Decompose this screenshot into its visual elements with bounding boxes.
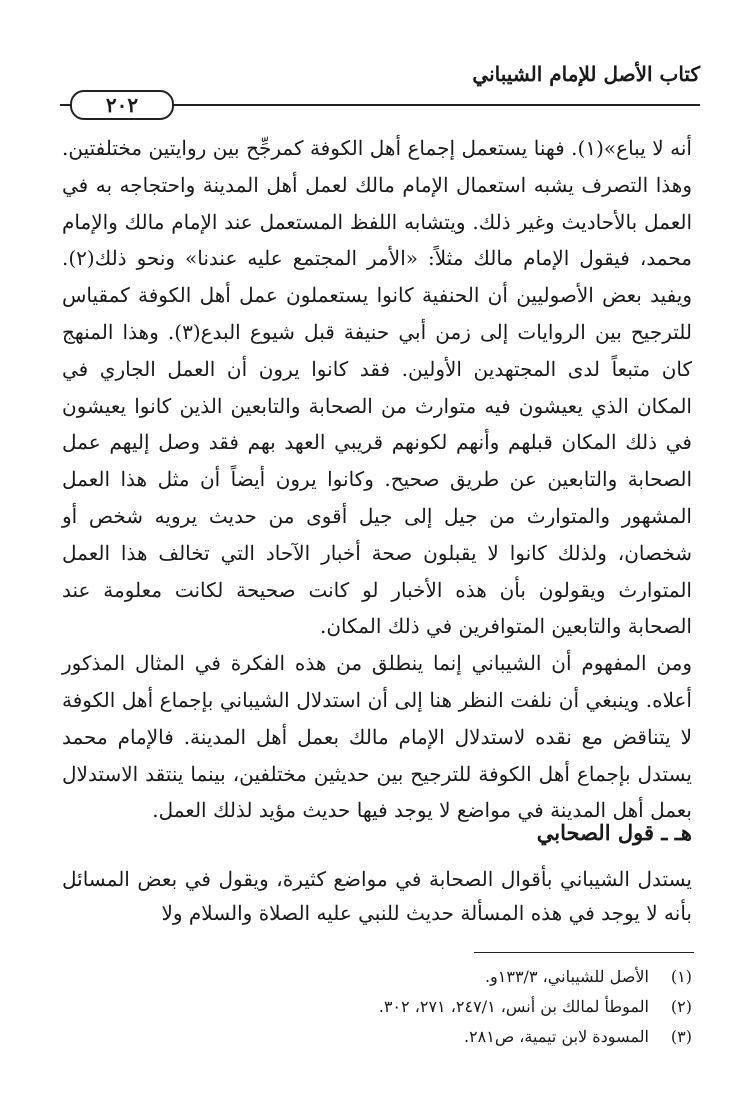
footnote-text: الموطأ لمالك بن أنس، ٢٤٧/١، ٢٧١، ٣٠٢. <box>378 997 649 1016</box>
footnote-text: الأصل للشيباني، ١٣٣/٣و. <box>484 967 649 986</box>
body-text-continued <box>62 862 692 930</box>
running-title: كتاب الأصل للإمام الشيباني <box>472 62 700 86</box>
footnote <box>62 992 692 1022</box>
paragraph: أنه لا يباع»(١). فهنا يستعمل إجماع أهل الكوفة كمرجِّح بين روايتين مختلفتين. وهذا التصرف يشبه استعمال الإمام مالك لعمل أهل المدينة واحتجاجه به في العمل بالأحاديث وغير ذلك. ويتشابه اللفظ المستعمل عند الإمام مالك والإمام محمد، فيقول الإمام مالك مثلاً: «الأمر المجتمع عليه عندنا» ونحو ذلك(٢). ويفيد بعض الأصوليين أن الحنفية كانوا يستعملون عمل أهل الكوفة كمقياس للترجيح بين الروايات إلى زمن أبي حنيفة قبل شيوع البدع(٣). وهذا المنهج كان متبعاً لدى المجتهدين الأولين. فقد كانوا يرون أن العمل الجاري في المكان الذي يعيشون فيه متوارث من الصحابة والتابعين الذين كانوا يعيشون في ذلك المكان قبلهم وأنهم لكونهم قريبي العهد بهم فقد وصل إليهم عمل الصحابة والتابعين عن طريق صحيح. وكانوا يرون أيضاً أن مثل هذا العمل المشهور والمتوارث من جيل إلى جيل أقوى من حديث يرويه شخص أو شخصان، ولذلك كانوا لا يقبلون صحة أخبار الآحاد التي تخالف هذا العمل المتوارث ويقولون بأن هذه الأخبار لو كانت صحيحة لكانت معلومة عند الصحابة والتابعين المتوافرين في ذلك المكان. <box>62 136 692 639</box>
footnote-text: المسودة لابن تيمية، ص٢٨١. <box>463 1027 649 1046</box>
paragraph: ومن المفهوم أن الشيباني إنما ينطلق من هذه الفكرة في المثال المذكور أعلاه. وينبغي أن نلفت النظر هنا إلى أن استدلال الشيباني بإجماع أهل الكوفة لا يتناقض مع نقده لاستدلال الإمام مالك بعمل أهل المدينة. فالإمام محمد يستدل بإجماع أهل الكوفة للترجيح بين حديثين مختلفين، بينما ينتقد الاستدلال بعمل أهل المدينة في مواضع لا يوجد فيها حديث مؤيد لذلك العمل. <box>62 651 692 823</box>
footnote-number: (٣) <box>670 1027 692 1046</box>
running-header <box>60 40 700 117</box>
footnote-rule <box>474 952 694 953</box>
footnote-number: (٢) <box>670 997 692 1016</box>
footnote <box>62 1022 692 1052</box>
footnote <box>62 962 692 992</box>
footnote-number: (١) <box>670 967 692 986</box>
paragraph: يستدل الشيباني بأقوال الصحابة في مواضع كثيرة، ويقول في بعض المسائل بأنه لا يوجد في هذه المسألة حديث للنبي عليه الصلاة والسلام ولا <box>62 867 692 925</box>
body-text <box>62 130 692 829</box>
page-number: ٢٠٢ <box>70 90 174 120</box>
section-heading: هـ ـ قول الصحابي <box>536 820 692 845</box>
footnotes <box>62 962 692 1052</box>
